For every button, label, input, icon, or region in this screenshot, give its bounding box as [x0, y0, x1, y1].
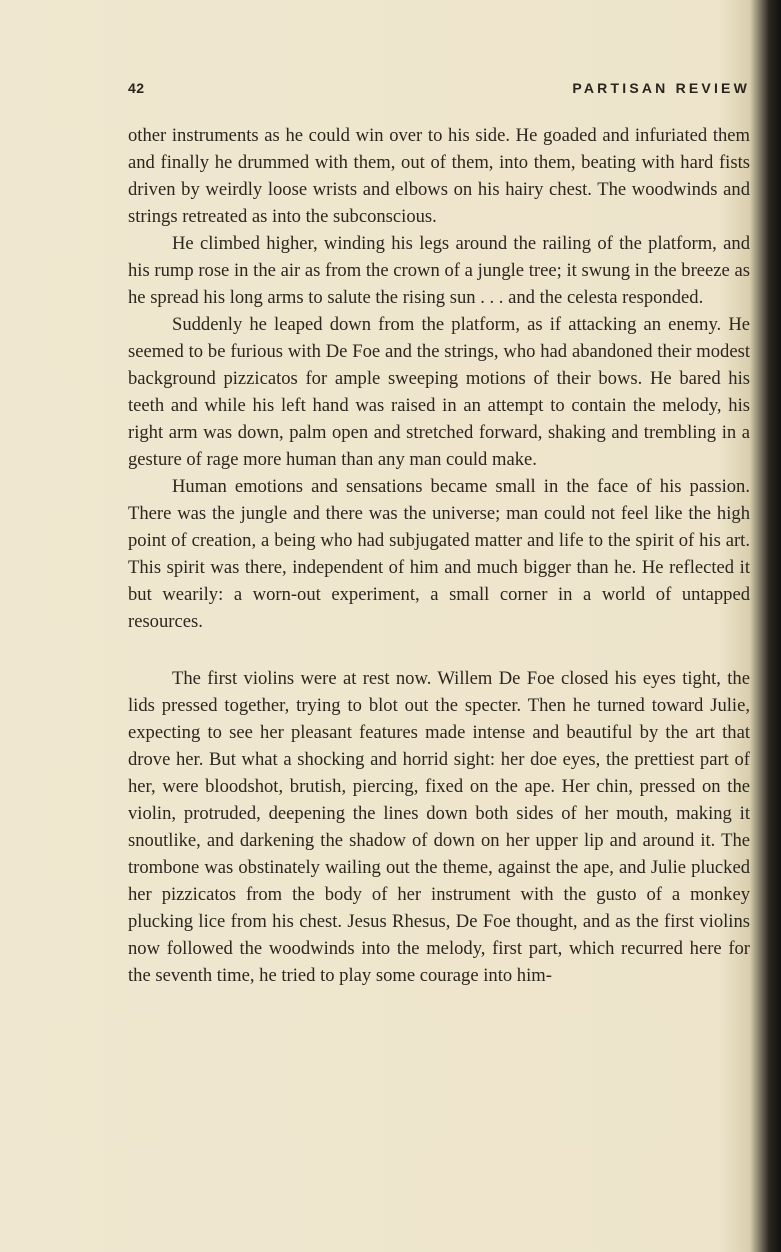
running-head: PARTISAN REVIEW [572, 80, 750, 96]
paragraph: The first violins were at rest now. Willem De Foe closed his eyes tight, the lids pressed together, trying to blot out the specter. Then he turned toward Julie, expecting to see her pleasant features made intense and beautiful by the art that drove her. But what a shocking and horrid sight: her doe eyes, the prettiest part of her, were bloodshot, brutish, piercing, fixed on the ape. Her chin, pressed on the violin, protruded, deepening the lines down both sides of her mouth, making it snoutlike, and darkening the shadow of down on her upper lip and around it. The trombone was obstinately wailing out the theme, against the ape, and Julie plucked her pizzicatos from the body of her instrument with the gusto of a monkey plucking lice from his chest. Jesus Rhesus, De Foe thought, and as the first violins now followed the woodwinds into the melody, first part, which recurred here for the seventh time, he tried to play some courage into him- [128, 668, 750, 986]
paragraph: Suddenly he leaped down from the platform, as if attacking an enemy. He seemed to be furious with De Foe and the strings, who had abandoned their modest background pizzicatos for ample sweeping motions of their bows. He bared his teeth and while his left hand was raised in an attempt to contain the melody, his right arm was down, palm open and stretched forward, shaking and trembling in a gesture of rage more human than any man could make. [128, 314, 750, 470]
paragraph: other instruments as he could win over to his side. He goaded and infuriated them and finally he drummed with them, out of them, into them, beating with hard fists driven by weirdly loose wrists and elbows on his hairy chest. The woodwinds and strings retreated as into the subconscious. [128, 125, 750, 227]
page-number: 42 [128, 80, 145, 96]
paragraph: He climbed higher, winding his legs around the railing of the platform, and his rump rose in the air as from the crown of a jungle tree; it swung in the breeze as he spread his long arms to salute the rising sun . . . and the celesta responded. [128, 233, 750, 308]
paragraph: Human emotions and sensations became small in the face of his passion. There was the jungle and there was the universe; man could not feel like the high point of creation, a being who had subjugated matter and life to the spirit of his art. This spirit was there, independent of him and much bigger than he. He reflected it but wearily: a worn-out experiment, a small corner in a world of untapped resources. [128, 476, 750, 632]
page-header [128, 80, 750, 102]
body-text [128, 122, 750, 989]
